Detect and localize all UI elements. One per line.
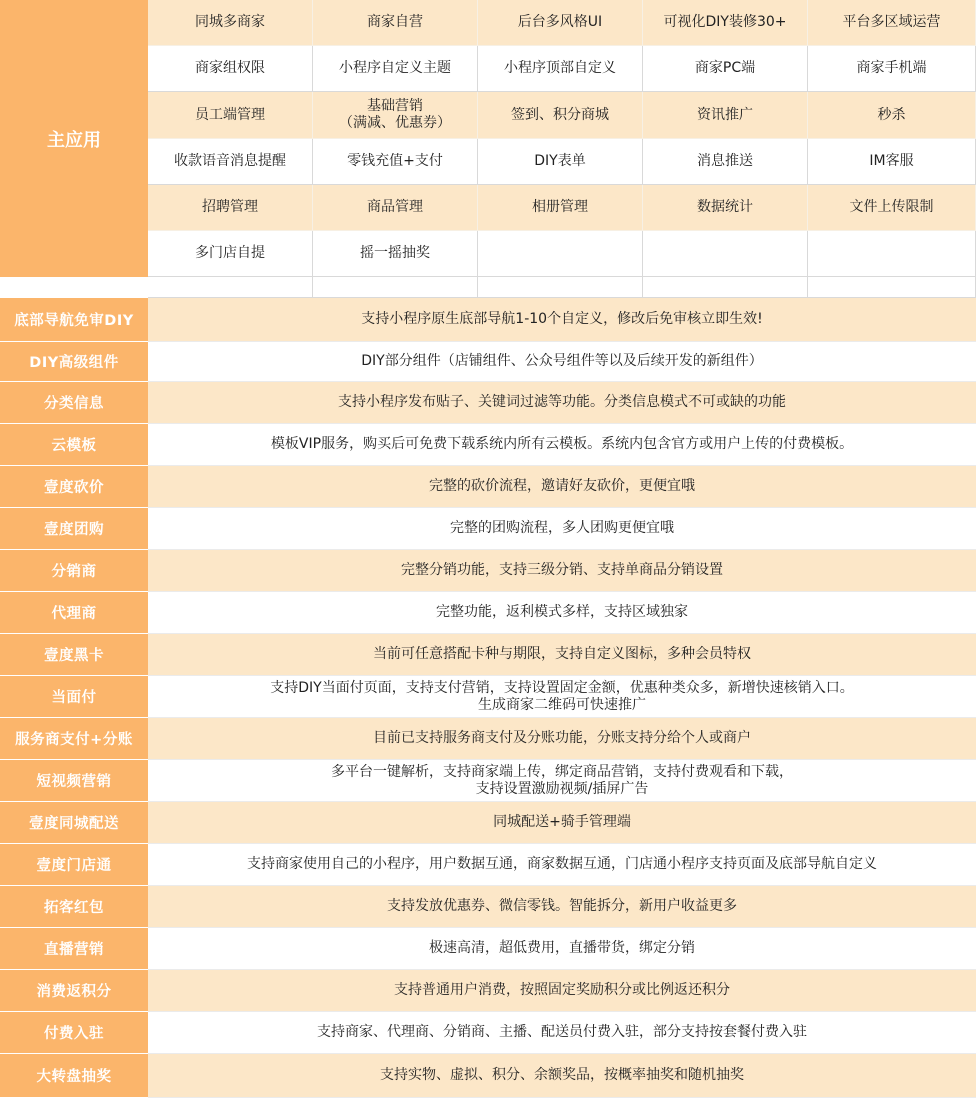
feature-description: 支持小程序原生底部导航1-10个自定义，修改后免审核立即生效! [148, 298, 976, 342]
feature-description: DIY部分组件（店铺组件、公众号组件等以及后续开发的新组件） [148, 342, 976, 382]
feature-row [0, 550, 976, 592]
main-app-cell [808, 277, 976, 298]
feature-name: 壹度门店通 [0, 844, 148, 886]
feature-name: 壹度砍价 [0, 466, 148, 508]
main-app-cell: 相册管理 [478, 185, 643, 231]
feature-name: 底部导航免审DIY [0, 298, 148, 342]
feature-description: 完整功能，返利模式多样，支持区域独家 [148, 592, 976, 634]
feature-description: 完整的团购流程，多人团购更便宜哦 [148, 508, 976, 550]
feature-row [0, 886, 976, 928]
feature-row [0, 466, 976, 508]
feature-name: 服务商支付+分账 [0, 718, 148, 760]
main-app-cell: 可视化DIY装修30+ [643, 0, 808, 46]
main-app-label: 主应用 [0, 0, 148, 277]
main-app-cell: 收款语音消息提醒 [148, 139, 313, 185]
feature-description: 当前可任意搭配卡种与期限，支持自定义图标，多种会员特权 [148, 634, 976, 676]
feature-row [0, 592, 976, 634]
feature-description: 支持DIY当面付页面，支持支付营销，支持设置固定金额，优惠种类众多，新增快速核销入口。 生成商家二维码可快速推广 [148, 676, 976, 718]
feature-name: 云模板 [0, 424, 148, 466]
feature-row [0, 298, 976, 342]
feature-row [0, 1054, 976, 1098]
feature-row [0, 970, 976, 1012]
feature-description: 支持普通用户消费，按照固定奖励积分或比例返还积分 [148, 970, 976, 1012]
feature-row [0, 1012, 976, 1054]
main-app-cell [148, 277, 313, 298]
main-app-cell: IM客服 [808, 139, 976, 185]
main-app-cell: 签到、积分商城 [478, 92, 643, 139]
main-app-cell [313, 277, 478, 298]
main-app-cell: 招聘管理 [148, 185, 313, 231]
feature-name: 消费返积分 [0, 970, 148, 1012]
main-app-cell: 商家手机端 [808, 46, 976, 92]
main-app-cell: 商家PC端 [643, 46, 808, 92]
main-app-cell: 秒杀 [808, 92, 976, 139]
feature-row [0, 844, 976, 886]
feature-row [0, 760, 976, 802]
feature-description: 模板VIP服务，购买后可免费下载系统内所有云模板。系统内包含官方或用户上传的付费模板。 [148, 424, 976, 466]
main-app-cell [643, 277, 808, 298]
feature-row [0, 508, 976, 550]
main-app-cell [808, 231, 976, 277]
feature-row [0, 382, 976, 424]
feature-row [0, 802, 976, 844]
main-app-cell: 平台多区域运营 [808, 0, 976, 46]
main-app-cell: DIY表单 [478, 139, 643, 185]
main-app-feature-grid [148, 0, 976, 298]
feature-name: 壹度黑卡 [0, 634, 148, 676]
feature-row [0, 424, 976, 466]
feature-name: 拓客红包 [0, 886, 148, 928]
main-app-label-spacer [0, 277, 148, 298]
feature-name: 付费入驻 [0, 1012, 148, 1054]
feature-name: DIY高级组件 [0, 342, 148, 382]
main-app-cell: 基础营销 （满减、优惠券） [313, 92, 478, 139]
feature-description: 目前已支持服务商支付及分账功能，分账支持分给个人或商户 [148, 718, 976, 760]
feature-name: 短视频营销 [0, 760, 148, 802]
main-app-cell: 商家组权限 [148, 46, 313, 92]
feature-description: 支持小程序发布贴子、关键词过滤等功能。分类信息模式不可或缺的功能 [148, 382, 976, 424]
feature-description: 支持实物、虚拟、积分、余额奖品，按概率抽奖和随机抽奖 [148, 1054, 976, 1098]
main-app-cell: 小程序顶部自定义 [478, 46, 643, 92]
main-app-cell: 后台多风格UI [478, 0, 643, 46]
feature-name: 壹度同城配送 [0, 802, 148, 844]
feature-row [0, 718, 976, 760]
main-app-cell: 资讯推广 [643, 92, 808, 139]
main-app-cell [478, 277, 643, 298]
main-app-cell: 零钱充值+支付 [313, 139, 478, 185]
feature-list [0, 298, 976, 1099]
main-app-cell: 小程序自定义主题 [313, 46, 478, 92]
feature-description: 多平台一键解析，支持商家端上传，绑定商品营销，支持付费观看和下载， 支持设置激励视频/插屏广告 [148, 760, 976, 802]
feature-name: 直播营销 [0, 928, 148, 970]
feature-name: 大转盘抽奖 [0, 1054, 148, 1098]
feature-description: 支持商家、代理商、分销商、主播、配送员付费入驻，部分支持按套餐付费入驻 [148, 1012, 976, 1054]
main-app-cell: 多门店自提 [148, 231, 313, 277]
feature-row [0, 342, 976, 382]
main-app-cell [478, 231, 643, 277]
feature-row [0, 676, 976, 718]
feature-description: 完整分销功能，支持三级分销、支持单商品分销设置 [148, 550, 976, 592]
main-app-cell: 摇一摇抽奖 [313, 231, 478, 277]
main-app-cell: 员工端管理 [148, 92, 313, 139]
feature-name: 壹度团购 [0, 508, 148, 550]
feature-name: 当面付 [0, 676, 148, 718]
main-app-cell: 商品管理 [313, 185, 478, 231]
feature-description: 支持发放优惠券、微信零钱。智能拆分，新用户收益更多 [148, 886, 976, 928]
feature-description: 完整的砍价流程，邀请好友砍价，更便宜哦 [148, 466, 976, 508]
feature-row [0, 634, 976, 676]
main-app-cell: 同城多商家 [148, 0, 313, 46]
main-app-cell [643, 231, 808, 277]
feature-name: 代理商 [0, 592, 148, 634]
feature-description: 支持商家使用自己的小程序，用户数据互通，商家数据互通，门店通小程序支持页面及底部导航自定义 [148, 844, 976, 886]
feature-description: 同城配送+骑手管理端 [148, 802, 976, 844]
main-app-cell: 商家自营 [313, 0, 478, 46]
main-app-cell: 文件上传限制 [808, 185, 976, 231]
main-app-section [0, 0, 976, 298]
main-app-cell: 数据统计 [643, 185, 808, 231]
feature-name: 分销商 [0, 550, 148, 592]
feature-row [0, 928, 976, 970]
feature-name: 分类信息 [0, 382, 148, 424]
feature-description: 极速高清，超低费用，直播带货，绑定分销 [148, 928, 976, 970]
main-app-cell: 消息推送 [643, 139, 808, 185]
